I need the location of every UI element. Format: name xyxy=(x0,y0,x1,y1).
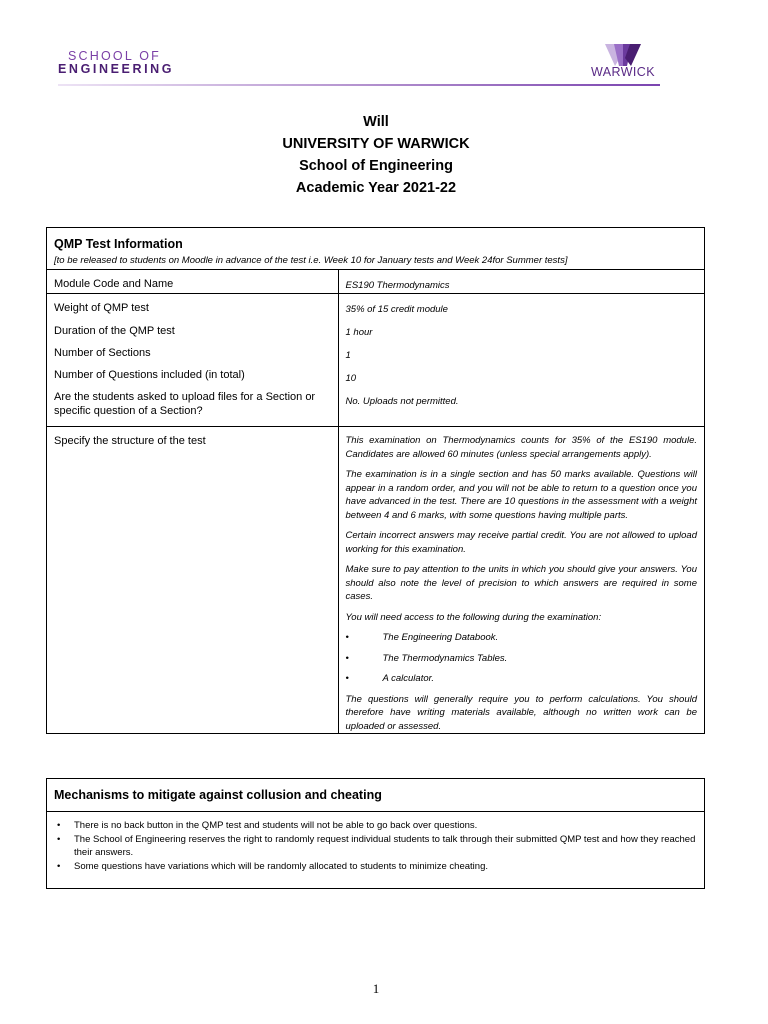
warwick-logo xyxy=(588,44,658,79)
module-label: Module Code and Name xyxy=(47,270,339,294)
title-name: Will xyxy=(363,114,389,130)
mitigation-item: • There is no back button in the QMP test and students will not be able to go back over questions. xyxy=(54,819,698,833)
structure-value xyxy=(338,427,705,734)
mitigation-list xyxy=(54,819,698,873)
structure-paragraph: You will need access to the following during the examination: xyxy=(345,611,602,623)
page-header xyxy=(58,48,660,88)
details-labels xyxy=(47,294,339,427)
info-table-title: QMP Test Information xyxy=(47,228,705,256)
structure-bullet xyxy=(346,631,698,645)
document-titles xyxy=(0,111,752,199)
bullet-marker: • xyxy=(345,652,349,664)
school-of-engineering-logo xyxy=(58,50,174,76)
questions-value: 10 xyxy=(345,373,357,384)
mitigation-item: • The School of Engineering reserves the right to randomly request individual students to talk through their submitted QMP test and how they reached their answers. xyxy=(54,833,698,860)
weight-label: Weight of QMP test xyxy=(54,302,149,314)
school-logo-line1: SCHOOL OF xyxy=(68,49,161,63)
structure-bullet xyxy=(346,672,698,686)
title-school: School of Engineering xyxy=(299,158,453,174)
title-academic-year: Academic Year 2021-22 xyxy=(295,180,457,196)
sections-label: Number of Sections xyxy=(54,347,151,359)
structure-paragraph: The examination is in a single section and has 50 marks available. Questions will appear in a random order, and you will not be able to return to a question once you have advanced in the test. There are 10 questions in the assessment with a weight between 4 and 6 marks, with some questions having multiple parts. xyxy=(345,469,697,521)
mitigation-item: • Some questions have variations which will be randomly allocated to students to minimize cheating. xyxy=(54,860,698,874)
warwick-wordmark: WARWICK xyxy=(591,65,655,79)
info-table-note: [to be released to students on Moodle in advance of the test i.e. Week 10 for January tests and Week 24for Summer tests] xyxy=(47,255,705,270)
mitigation-title: Mechanisms to mitigate against collusion and cheating xyxy=(54,788,382,802)
header-divider xyxy=(58,84,660,86)
structure-bullet xyxy=(346,652,698,666)
weight-value: 35% of 15 credit module xyxy=(345,304,448,315)
structure-label: Specify the structure of the test xyxy=(47,427,339,734)
mitigation-divider xyxy=(47,811,704,812)
mitigation-box xyxy=(46,778,705,889)
bullet-text: The Thermodynamics Tables. xyxy=(382,652,508,664)
bullet-marker: • xyxy=(345,632,349,643)
details-values xyxy=(338,294,705,427)
sections-value: 1 xyxy=(345,350,351,361)
upload-label-1: Are the students asked to upload files for a Section or xyxy=(54,391,316,403)
structure-final-paragraph: The questions will generally require you to perform calculations. You should therefore have writing materials available, although no written work can be uploaded or assessed. xyxy=(345,693,697,732)
duration-label: Duration of the QMP test xyxy=(54,325,175,337)
warwick-chevron-icon xyxy=(605,44,641,66)
bullet-text: A calculator. xyxy=(382,673,435,684)
title-university: UNIVERSITY OF WARWICK xyxy=(282,136,470,152)
module-value: ES190 Thermodynamics xyxy=(338,270,705,294)
structure-paragraph: Certain incorrect answers may receive partial credit. You are not allowed to upload working for this examination. xyxy=(345,530,697,555)
upload-value: No. Uploads not permitted. xyxy=(345,396,459,407)
qmp-test-info-table xyxy=(46,227,705,734)
page-number: 1 xyxy=(372,981,380,996)
bullet-text: The Engineering Databook. xyxy=(382,632,499,643)
structure-paragraph: Make sure to pay attention to the units in which you should give your answers. You should also note the level of precision to which answers are required in some cases. xyxy=(345,564,697,602)
bullet-marker: • xyxy=(345,673,349,684)
school-logo-line2: ENGINEERING xyxy=(58,62,175,76)
duration-value: 1 hour xyxy=(345,327,373,338)
upload-label-2: specific question of a Section? xyxy=(54,405,203,417)
questions-label: Number of Questions included (in total) xyxy=(54,369,245,381)
structure-paragraph: This examination on Thermodynamics counts for 35% of the ES190 module. Candidates are allowed 60 minutes (unless special arrangements apply). xyxy=(345,435,697,460)
